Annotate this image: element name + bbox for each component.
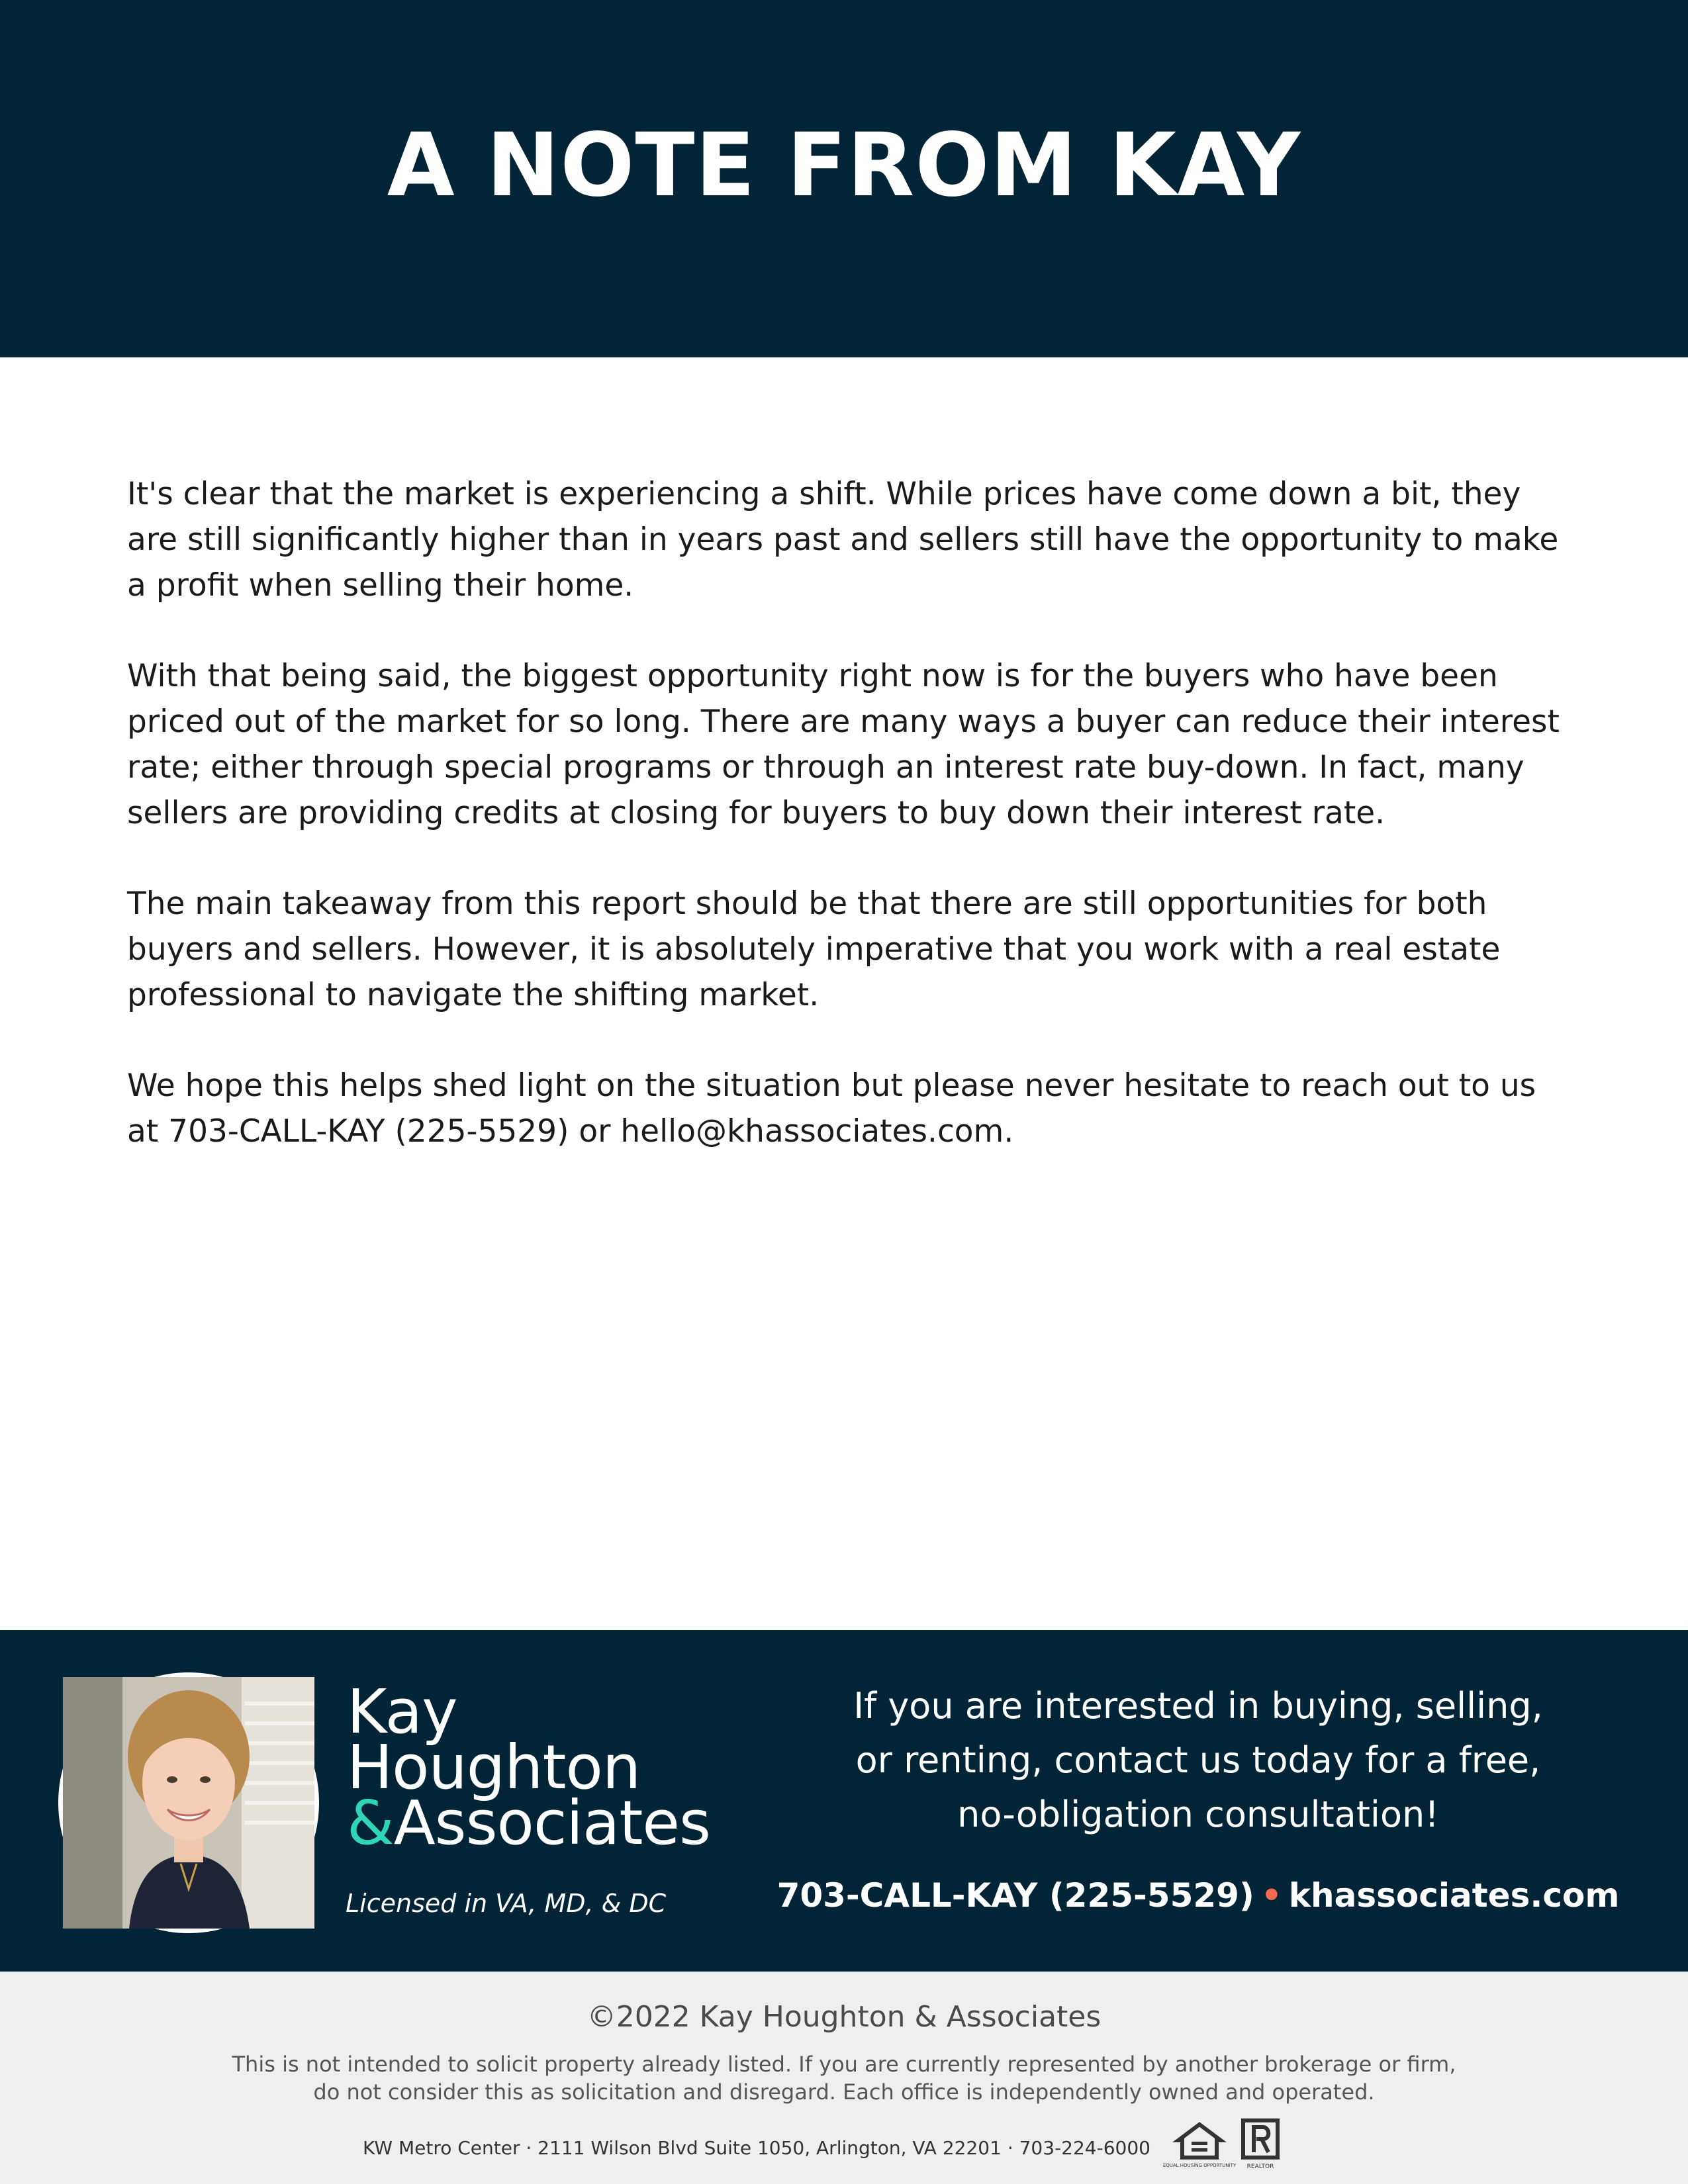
phone-link[interactable]: 703-CALL-KAY (225-5529) xyxy=(776,1876,1254,1915)
separator-dot: • xyxy=(1260,1876,1282,1915)
paragraph: The main takeaway from this report should be that there are still opportunities for both buyers and sellers. However, it is absolutely imperative that you work with a real estate professional to navigate the shifting market. xyxy=(127,886,1501,1013)
realtor-icon xyxy=(1239,2118,1282,2172)
contact-line xyxy=(761,1876,1635,1915)
cta-line: If you are interested in buying, selling, xyxy=(853,1685,1543,1727)
note-body xyxy=(127,471,1577,1199)
equal-housing-opportunity-icon xyxy=(1162,2120,1237,2171)
brand-ampersand: & xyxy=(347,1788,394,1858)
brand-line xyxy=(347,1788,710,1858)
license-note: Licensed in VA, MD, & DC xyxy=(346,1889,667,1918)
cta-line: no-obligation consultation! xyxy=(957,1794,1439,1835)
paragraph: It's clear that the market is experiencing a shift. While prices have come down a bit, they are still significantly higher than in years past and sellers still have the opportunity to make a profit when selling their home. xyxy=(127,476,1559,604)
paragraph: We hope this helps shed light on the situation but please never hesitate to reach out to us at 703-CALL-KAY (225-5529) or hello@khassociates.com. xyxy=(127,1068,1536,1150)
disclaimer-line: do not consider this as solicitation and disregard. Each office is independently owned and operated. xyxy=(313,2079,1375,2105)
header-banner xyxy=(0,0,1688,357)
brand-line-text: Associates xyxy=(393,1788,710,1858)
brand-line: Houghton xyxy=(347,1732,641,1803)
paragraph: With that being said, the biggest opportunity right now is for the buyers who have been priced out of the market for so long. There are many ways a buyer can reduce their interest rate; either through special programs or through an interest rate buy-down. In fact, many sellers are providing credits at closing for buyers to buy down their interest rate. xyxy=(127,658,1560,831)
cta-line: or renting, contact us today for a free, xyxy=(855,1739,1541,1781)
brand-logo xyxy=(347,1676,710,1858)
portrait-illustration xyxy=(63,1677,314,1929)
disclaimer-line: This is not intended to solicit property already listed. If you are currently represented by another brokerage or firm, xyxy=(232,2052,1456,2077)
realtor-caption: REALTOR xyxy=(1246,2163,1274,2170)
brand-line: Kay xyxy=(347,1676,457,1747)
call-to-action xyxy=(761,1679,1635,1842)
copyright-text: ©2022 Kay Houghton & Associates xyxy=(586,2000,1102,2034)
agent-photo xyxy=(58,1672,319,1933)
disclaimer-text xyxy=(199,2050,1489,2106)
office-address: KW Metro Center · 2111 Wilson Blvd Suite 1050, Arlington, VA 22201 · 703-224-6000 xyxy=(363,2137,1150,2159)
website-link[interactable]: khassociates.com xyxy=(1288,1876,1620,1915)
page-title: A NOTE FROM KAY xyxy=(387,114,1301,216)
eho-caption: EQUAL HOUSING OPPORTUNITY xyxy=(1162,2163,1237,2168)
